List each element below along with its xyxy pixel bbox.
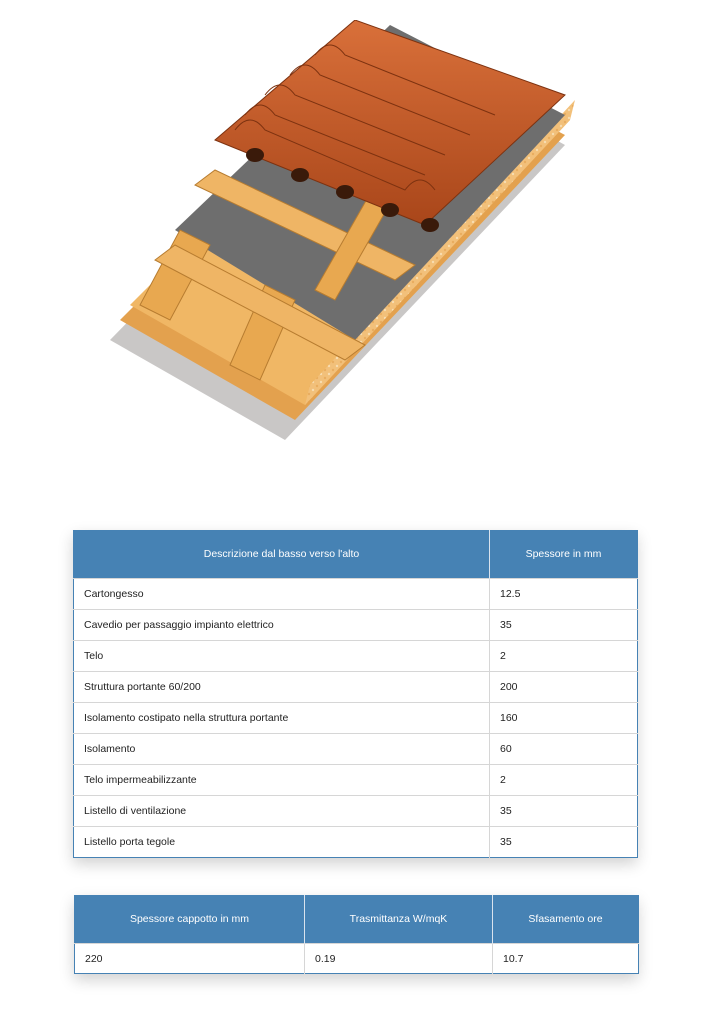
table-cell: Isolamento (74, 734, 490, 765)
table-cell: 160 (490, 703, 638, 734)
table-cell: Listello porta tegole (74, 827, 490, 858)
table-row (74, 672, 638, 703)
table-header-row (74, 530, 638, 579)
roof-layers-illustration (95, 20, 595, 510)
header-phase-shift: Sfasamento ore (493, 895, 639, 944)
table-cell: Cavedio per passaggio impianto elettrico (74, 610, 490, 641)
table-row (74, 610, 638, 641)
table-row (74, 641, 638, 672)
table-cell: Listello di ventilazione (74, 796, 490, 827)
table-header-row (75, 895, 639, 944)
table-row (74, 827, 638, 858)
table-row (74, 796, 638, 827)
table-cell: 200 (490, 672, 638, 703)
table-cell: 10.7 (493, 944, 639, 974)
table-cell: Telo impermeabilizzante (74, 765, 490, 796)
table-row (74, 765, 638, 796)
table-cell: 35 (490, 796, 638, 827)
table-cell: Isolamento costipato nella struttura portante (74, 703, 490, 734)
table-cell: Telo (74, 641, 490, 672)
table-row (75, 944, 639, 974)
performance-table (74, 895, 638, 974)
table-cell: 220 (75, 944, 305, 974)
table-row (74, 579, 638, 610)
table-cell: 2 (490, 641, 638, 672)
table-row (74, 703, 638, 734)
header-description: Descrizione dal basso verso l'alto (74, 530, 490, 579)
table-cell: Struttura portante 60/200 (74, 672, 490, 703)
header-coat-thickness: Spessore cappotto in mm (75, 895, 305, 944)
header-thickness: Spessore in mm (490, 530, 638, 579)
table-cell: 35 (490, 610, 638, 641)
table-cell: 60 (490, 734, 638, 765)
table-cell: 12.5 (490, 579, 638, 610)
header-transmittance: Trasmittanza W/mqK (305, 895, 493, 944)
table-cell: 0.19 (305, 944, 493, 974)
table-cell: 35 (490, 827, 638, 858)
table-row (74, 734, 638, 765)
table-cell: Cartongesso (74, 579, 490, 610)
layers-table (73, 530, 637, 858)
table-cell: 2 (490, 765, 638, 796)
